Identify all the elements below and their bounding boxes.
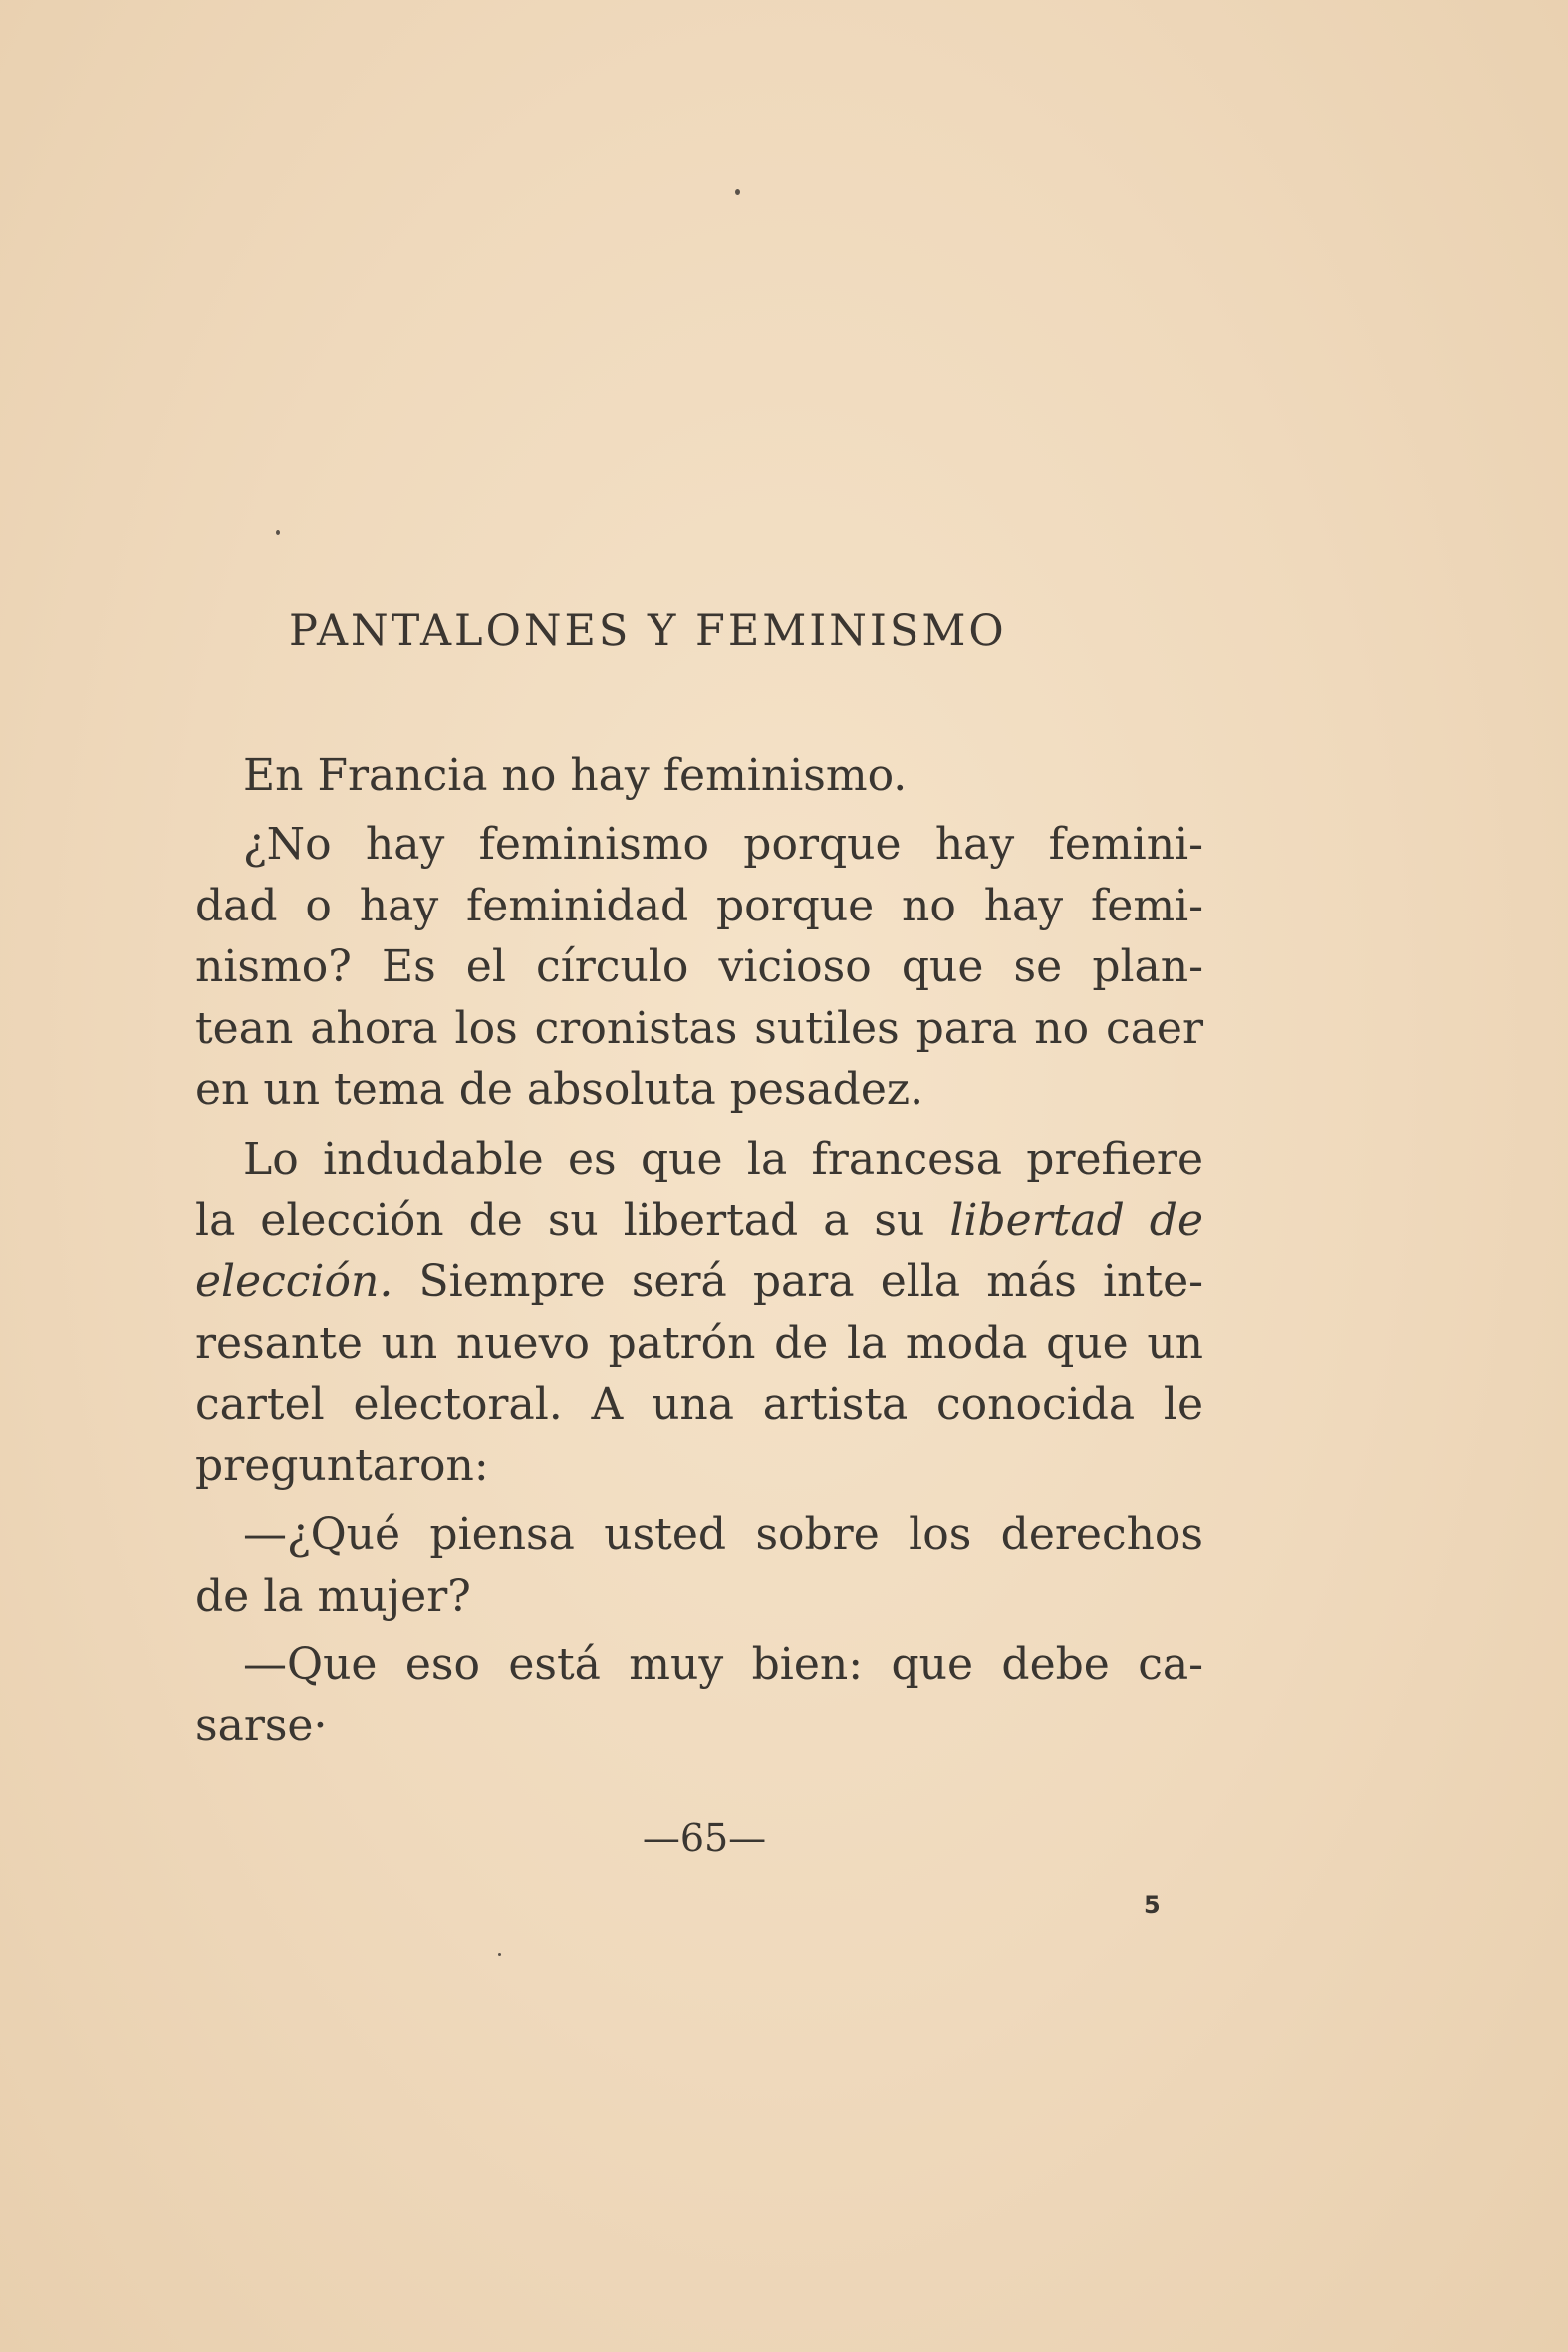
text-line: resante un nuevo patrón de la moda que un (195, 1317, 1203, 1369)
paragraph-3 (195, 1129, 1203, 1496)
chapter-title: PANTALONES Y FEMINISMO (289, 606, 1007, 655)
ink-speck (498, 1953, 501, 1956)
ink-speck (735, 189, 740, 195)
paragraph-5 (195, 1634, 1203, 1756)
italic-phrase: libertad de (949, 1194, 1204, 1246)
text-line: —¿Qué piensa usted sobre los derechos (243, 1509, 1203, 1560)
text-line: dad o hay feminidad porque no hay femi- (195, 880, 1203, 931)
text-line: sarse· (195, 1699, 328, 1751)
italic-phrase: elección. (195, 1256, 393, 1307)
text-line (195, 1251, 1203, 1313)
text-run: Siempre será para ella más inte- (418, 1256, 1203, 1307)
paragraph-1 (195, 745, 1203, 807)
text-line: Lo indudable es que la francesa prefiere (243, 1134, 1203, 1184)
paragraph-2 (195, 814, 1203, 1121)
ink-speck (276, 530, 280, 535)
text-line: de la mujer? (195, 1570, 471, 1622)
page-number: —65— (642, 1816, 767, 1860)
text-line: en un tema de absoluta pesadez. (195, 1064, 924, 1115)
text-line: ¿No hay feminismo porque hay femini- (243, 819, 1203, 870)
text-line: preguntaron: (195, 1439, 489, 1491)
text-line: —Que eso está muy bien: que debe ca- (243, 1639, 1203, 1690)
text-line: cartel electoral. A una artista conocida le (195, 1379, 1203, 1430)
text-run: la elección de su libertad a su (195, 1194, 925, 1246)
text-line (195, 1190, 1203, 1252)
text-line: tean ahora los cronistas sutiles para no caer (195, 1002, 1203, 1054)
signature-mark: 5 (1144, 1891, 1161, 1919)
text-line: nismo? Es el círculo vicioso que se plan- (195, 941, 1203, 992)
paragraph-4 (195, 1504, 1203, 1627)
text-line: En Francia no hay feminismo. (243, 750, 908, 801)
